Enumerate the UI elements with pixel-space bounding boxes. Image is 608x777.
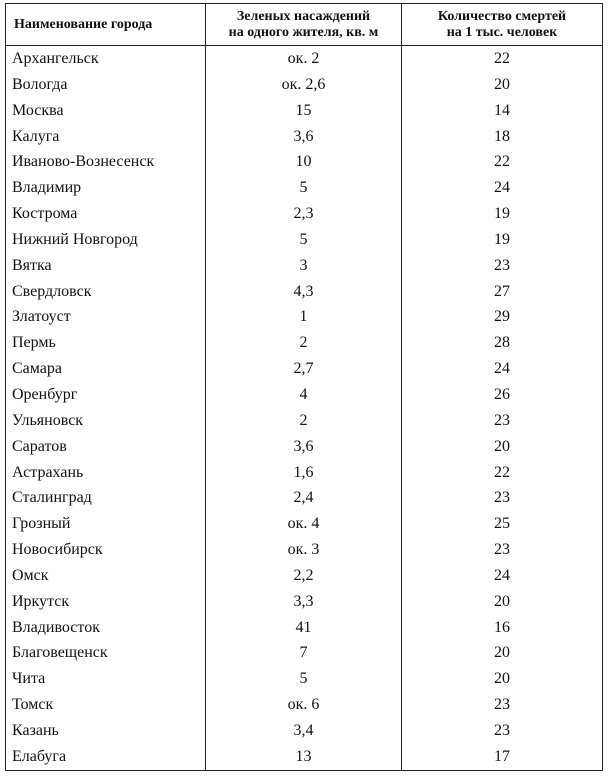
cell-deaths: 20 [402, 640, 603, 666]
cell-city: Омск [6, 563, 206, 589]
cell-deaths: 20 [402, 589, 603, 615]
cell-city: Ульяновск [6, 408, 206, 434]
cell-city: Пермь [6, 330, 206, 356]
cell-deaths: 22 [402, 46, 603, 72]
cell-green-space: 3,6 [206, 434, 402, 460]
cell-city: Самара [6, 356, 206, 382]
header-deaths-line2: на 1 тыс. человек [446, 24, 558, 40]
cell-city: Грозный [6, 511, 206, 537]
table-row [6, 253, 603, 279]
cell-deaths: 14 [402, 98, 603, 124]
cell-deaths: 26 [402, 382, 603, 408]
cell-deaths: 19 [402, 227, 603, 253]
cell-city: Владимир [6, 175, 206, 201]
cell-deaths: 20 [402, 72, 603, 98]
cell-city: Оренбург [6, 382, 206, 408]
cell-green-space: 13 [206, 744, 402, 770]
cell-green-space: 10 [206, 149, 402, 175]
header-city-label: Наименование города [14, 16, 153, 32]
cell-green-space: 2,3 [206, 201, 402, 227]
cell-deaths: 23 [402, 485, 603, 511]
cell-city: Елабуга [6, 744, 206, 770]
table-row [6, 563, 603, 589]
cell-city: Чита [6, 666, 206, 692]
cell-deaths: 23 [402, 408, 603, 434]
table-row [6, 227, 603, 253]
cell-green-space: 5 [206, 175, 402, 201]
cell-deaths: 18 [402, 124, 603, 150]
table-header-row [6, 4, 603, 46]
table-row [6, 511, 603, 537]
table-body [6, 46, 603, 771]
cell-green-space: 5 [206, 666, 402, 692]
cell-city: Иваново-Вознесенск [6, 149, 206, 175]
cell-deaths: 24 [402, 356, 603, 382]
cell-city: Благовещенск [6, 640, 206, 666]
table-row [6, 718, 603, 744]
cell-green-space: ок. 6 [206, 692, 402, 718]
cell-deaths: 24 [402, 563, 603, 589]
cell-city: Саратов [6, 434, 206, 460]
cell-city: Казань [6, 718, 206, 744]
table-row [6, 124, 603, 150]
cell-green-space: 5 [206, 227, 402, 253]
cell-green-space: 7 [206, 640, 402, 666]
table-row [6, 408, 603, 434]
cell-green-space: 4,3 [206, 279, 402, 305]
cell-green-space: ок. 2 [206, 46, 402, 72]
table-row [6, 46, 603, 72]
cell-green-space: 2 [206, 408, 402, 434]
cell-green-space: 2,7 [206, 356, 402, 382]
table-row [6, 382, 603, 408]
cell-deaths: 23 [402, 718, 603, 744]
cell-deaths: 23 [402, 253, 603, 279]
header-city [6, 4, 206, 46]
cell-city: Томск [6, 692, 206, 718]
cell-deaths: 25 [402, 511, 603, 537]
cell-city: Владивосток [6, 615, 206, 641]
header-green-space [206, 4, 402, 46]
header-deaths-line1: Количество смертей [437, 8, 567, 24]
cell-city: Нижний Новгород [6, 227, 206, 253]
cell-city: Вятка [6, 253, 206, 279]
header-green-line1: Зеленых насаждений [236, 8, 371, 24]
table-row [6, 279, 603, 305]
table-row [6, 460, 603, 486]
cell-city: Астрахань [6, 460, 206, 486]
cell-green-space: 15 [206, 98, 402, 124]
table-row [6, 692, 603, 718]
cell-green-space: 3 [206, 253, 402, 279]
cell-green-space: ок. 4 [206, 511, 402, 537]
table-row [6, 149, 603, 175]
cell-green-space: 1 [206, 304, 402, 330]
cell-city: Златоуст [6, 304, 206, 330]
cell-deaths: 27 [402, 279, 603, 305]
cell-deaths: 22 [402, 460, 603, 486]
cell-deaths: 24 [402, 175, 603, 201]
cell-green-space: 3,4 [206, 718, 402, 744]
cell-deaths: 22 [402, 149, 603, 175]
table-row [6, 356, 603, 382]
table-row [6, 589, 603, 615]
cell-city: Кострома [6, 201, 206, 227]
table-row [6, 485, 603, 511]
header-deaths [402, 4, 603, 46]
header-green-line2: на одного жителя, кв. м [228, 24, 379, 40]
cell-green-space: 4 [206, 382, 402, 408]
cell-deaths: 23 [402, 692, 603, 718]
cell-green-space: 2,2 [206, 563, 402, 589]
data-table-container [5, 3, 602, 771]
cell-city: Свердловск [6, 279, 206, 305]
table-row [6, 640, 603, 666]
cell-city: Вологда [6, 72, 206, 98]
cell-green-space: 1,6 [206, 460, 402, 486]
table-row [6, 72, 603, 98]
cell-green-space: 41 [206, 615, 402, 641]
table-row [6, 98, 603, 124]
city-green-space-mortality-table [5, 3, 603, 771]
table-row [6, 615, 603, 641]
table-row [6, 304, 603, 330]
cell-city: Сталинград [6, 485, 206, 511]
cell-city: Новосибирск [6, 537, 206, 563]
cell-green-space: 3,3 [206, 589, 402, 615]
table-row [6, 201, 603, 227]
cell-deaths: 23 [402, 537, 603, 563]
cell-deaths: 17 [402, 744, 603, 770]
cell-deaths: 16 [402, 615, 603, 641]
cell-deaths: 20 [402, 434, 603, 460]
cell-city: Иркутск [6, 589, 206, 615]
cell-green-space: ок. 3 [206, 537, 402, 563]
cell-city: Калуга [6, 124, 206, 150]
cell-deaths: 20 [402, 666, 603, 692]
table-row [6, 537, 603, 563]
cell-deaths: 19 [402, 201, 603, 227]
table-row [6, 175, 603, 201]
cell-green-space: 2,4 [206, 485, 402, 511]
table-row [6, 666, 603, 692]
cell-green-space: 2 [206, 330, 402, 356]
cell-deaths: 29 [402, 304, 603, 330]
table-row [6, 744, 603, 770]
cell-green-space: 3,6 [206, 124, 402, 150]
cell-city: Архангельск [6, 46, 206, 72]
table-row [6, 330, 603, 356]
cell-city: Москва [6, 98, 206, 124]
cell-deaths: 28 [402, 330, 603, 356]
table-row [6, 434, 603, 460]
cell-green-space: ок. 2,6 [206, 72, 402, 98]
